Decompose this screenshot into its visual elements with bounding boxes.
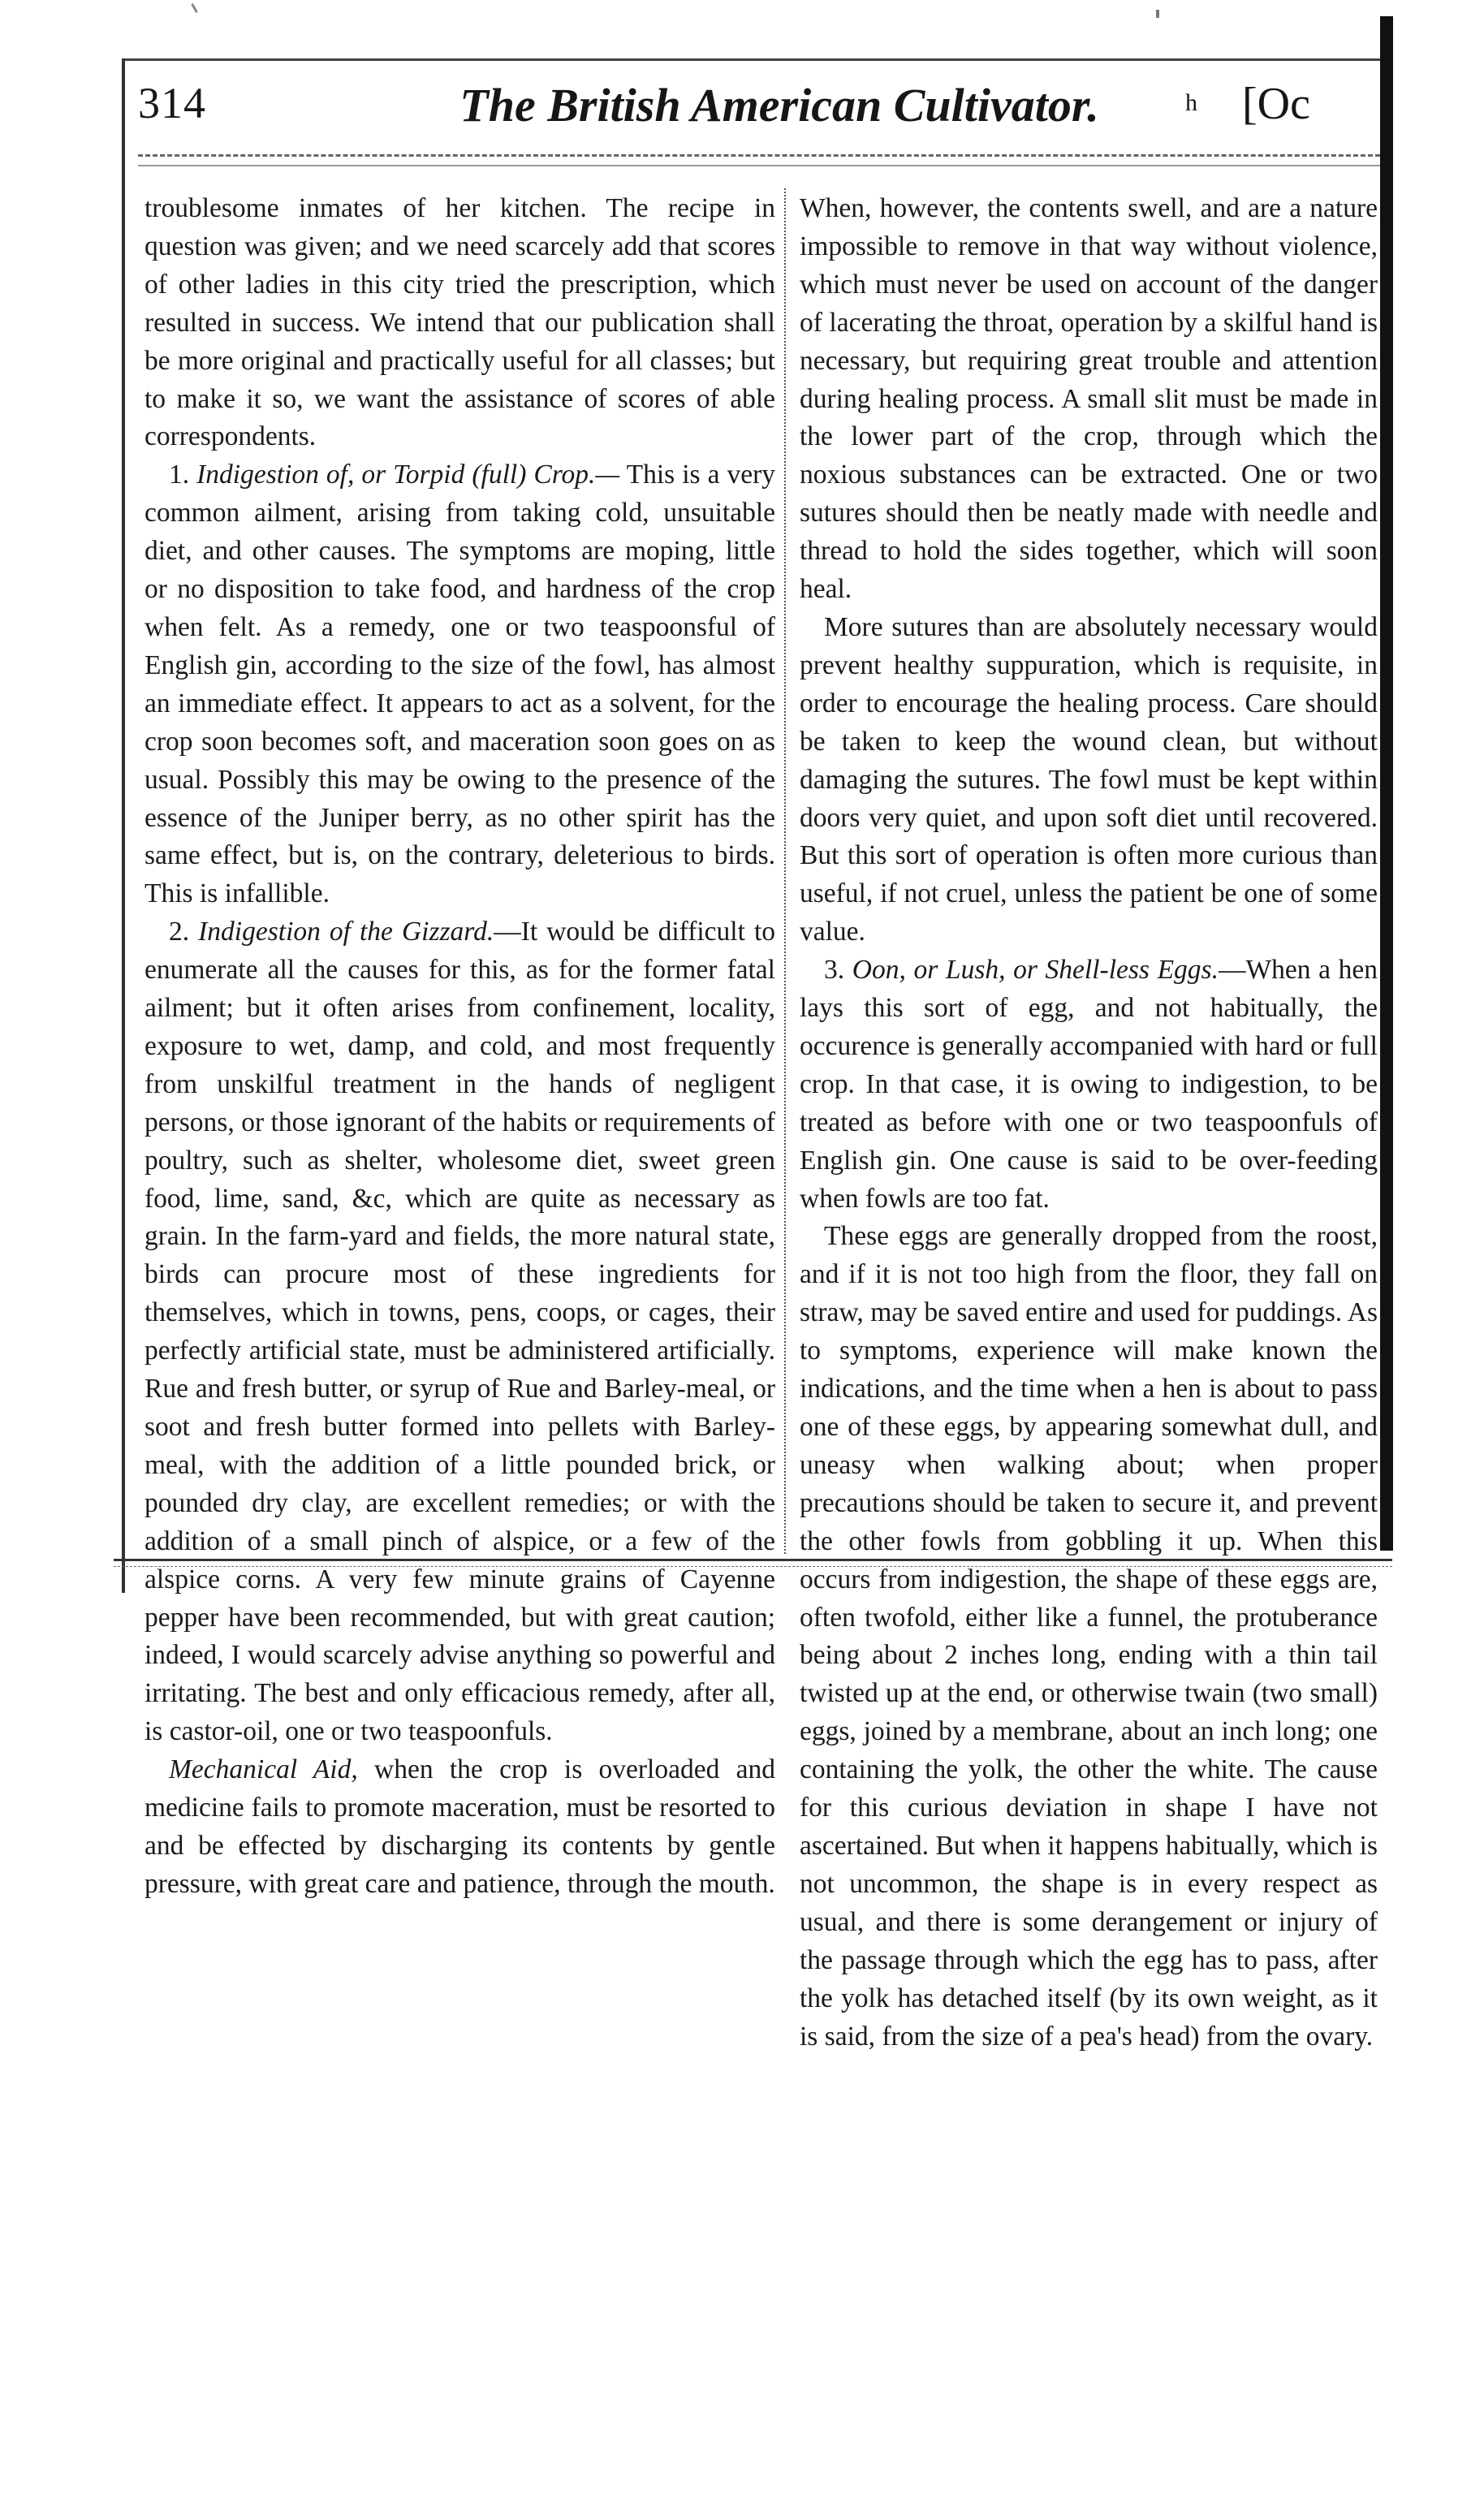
right-column xyxy=(800,190,1378,2052)
column-divider xyxy=(784,188,787,1554)
page-border-left xyxy=(122,58,125,1593)
running-header xyxy=(138,78,1380,148)
article-paragraph xyxy=(145,913,775,1751)
article-paragraph xyxy=(800,190,1378,609)
paragraph-text: —When a hen lays this sort of egg, and not habitually, the occurence is generally accompanied with hard or full crop. In that case, it is owing to indigestion, to be treated as before with one or two teaspoonfuls of English gin. One cause is said to be over-feeding when fowls are too fat. xyxy=(800,955,1378,1214)
paragraph-text: When, however, the contents swell, and are a nature impossible to remove in that way without violence, which must never be used on account of the danger of lacerating the throat, operation by a skilful hand is necessary, but requiring great trouble and attention during healing process. A small slit must be made in the lower part of the crop, through which the noxious substances can be extracted. One or two sutures should then be neatly made with needle and thread to hold the sides together, which will soon heal. xyxy=(800,193,1378,605)
stray-ink-mark xyxy=(1156,10,1159,18)
paragraph-text: More sutures than are absolutely necessary would prevent healthy suppuration, which is requisite, in order to encourage the healing process. Care should be taken to keep the wound clean, but without damaging the sutures. The fowl must be kept within doors very quiet, and upon soft diet until recovered. But this sort of operation is often more curious than useful, if not cruel, unless the patient be one of some value. xyxy=(800,611,1378,947)
page-number: 314 xyxy=(138,79,206,127)
section-number: 3. xyxy=(824,955,852,986)
header-stray-mark: h xyxy=(1185,89,1197,116)
footer-rule xyxy=(114,1559,1392,1567)
section-heading: Mechanical Aid, xyxy=(169,1754,358,1785)
month-fragment: [Oc xyxy=(1242,79,1310,129)
paragraph-text: troublesome inmates of her kitchen. The recipe in question was given; and we need scarcely add that scores of other ladies in this city tried the prescription, which resulted in success. We intend that our publication shall be more original and practically useful for all classes; but to make it so, we want the assistance of scores of able correspondents. xyxy=(145,193,775,452)
section-heading: Oon, or Lush, or Shell-less Eggs. xyxy=(852,955,1219,986)
paragraph-text: These eggs are generally dropped from the roost, and if it is not too high from the floor, they fall on straw, may be saved entire and used for puddings. As to symptoms, experience will make known the indications, and the time when a hen is about to pass one of these eggs, by appearing somewhat dull, and uneasy when walking about; when proper precautions should be taken to secure it, and prevent the other fowls from gobbling it up. When this occurs from indigestion, the shape of these eggs are, often twofold, either like a funnel, the protuberance being about 2 inches long, ending with a thin tail twisted up at the end, or otherwise twain (two small) eggs, joined by a membrane, about an inch long; one containing the yolk, the other the white. The cause for this curious deviation in shape I have not ascertained. But when it happens habitually, which is not uncommon, the shape is in every respect as usual, and there is some derangement or injury of the passage through which the egg has to pass, after the yolk has detached itself (by its own weight, as it is said, from the size of a pea's head) from the ovary. xyxy=(800,1221,1378,2052)
page-border-right xyxy=(1380,16,1393,1551)
running-title: The British American Cultivator. xyxy=(459,79,1099,132)
stray-ink-mark xyxy=(191,3,198,13)
section-heading: Indigestion of the Gizzard. xyxy=(198,917,494,947)
paragraph-text: when the crop is overloaded and medicine fails to promote maceration, must be resorted to and be effected by discharging its contents by gentle pressure, with great care and patience, through the mouth. xyxy=(145,1754,776,1899)
article-paragraph xyxy=(800,1218,1378,2056)
article-paragraph xyxy=(145,1751,775,1904)
article-paragraph xyxy=(145,190,775,456)
section-number: 2. xyxy=(169,917,199,947)
section-number: 1. xyxy=(169,460,197,490)
article-paragraph xyxy=(800,951,1378,1218)
article-paragraph xyxy=(800,609,1378,951)
paragraph-text: This is a very common ailment, arising from taking cold, unsuitable diet, and other causes. The symptoms are moping, little or no disposition to take food, and hardness of the crop when felt. As a remedy, one or two teaspoonsful of English gin, according to the size of the fowl, has almost an immediate effect. It appears to act as a solvent, for the crop soon becomes soft, and maceration soon goes on as usual. Possibly this may be owing to the presence of the essence of the Juniper berry, as no other spirit has the same effect, but is, on the contrary, deleterious to birds. This is infallible. xyxy=(145,460,775,909)
section-heading: Indigestion of, or Torpid (full) Crop.— xyxy=(196,460,620,490)
header-rule xyxy=(138,154,1380,166)
left-column xyxy=(145,190,775,1904)
article-paragraph xyxy=(145,456,775,913)
page-border-top xyxy=(122,58,1388,61)
paragraph-text: —It would be difficult to enumerate all the causes for this, as for the former fatal ailment; but it often arises from confinement, locality, exposure to wet, damp, and cold, and most frequently from unskilful treatment in the hands of negligent persons, or those ignorant of the habits or requirements of poultry, such as shelter, wholesome diet, sweet green food, lime, sand, &c, which are quite as necessary as grain. In the farm-yard and fields, the more natural state, birds can procure most of these ingredients for themselves, which in towns, pens, coops, or cages, their perfectly artificial state, must be administered artificially. Rue and fresh butter, or syrup of Rue and Barley-meal, or soot and fresh butter formed into pellets with Barley-meal, with the addition of a little pounded brick, or pounded dry clay, are excellent remedies; or with the addition of a small pinch of alspice, or a few of the alspice corns. A very few minute grains of Cayenne pepper have been recommended, but with great caution; indeed, I would scarcely advise anything so powerful and irritating. The best and only efficacious remedy, after all, is castor-oil, one or two teaspoonfuls. xyxy=(145,917,775,1747)
